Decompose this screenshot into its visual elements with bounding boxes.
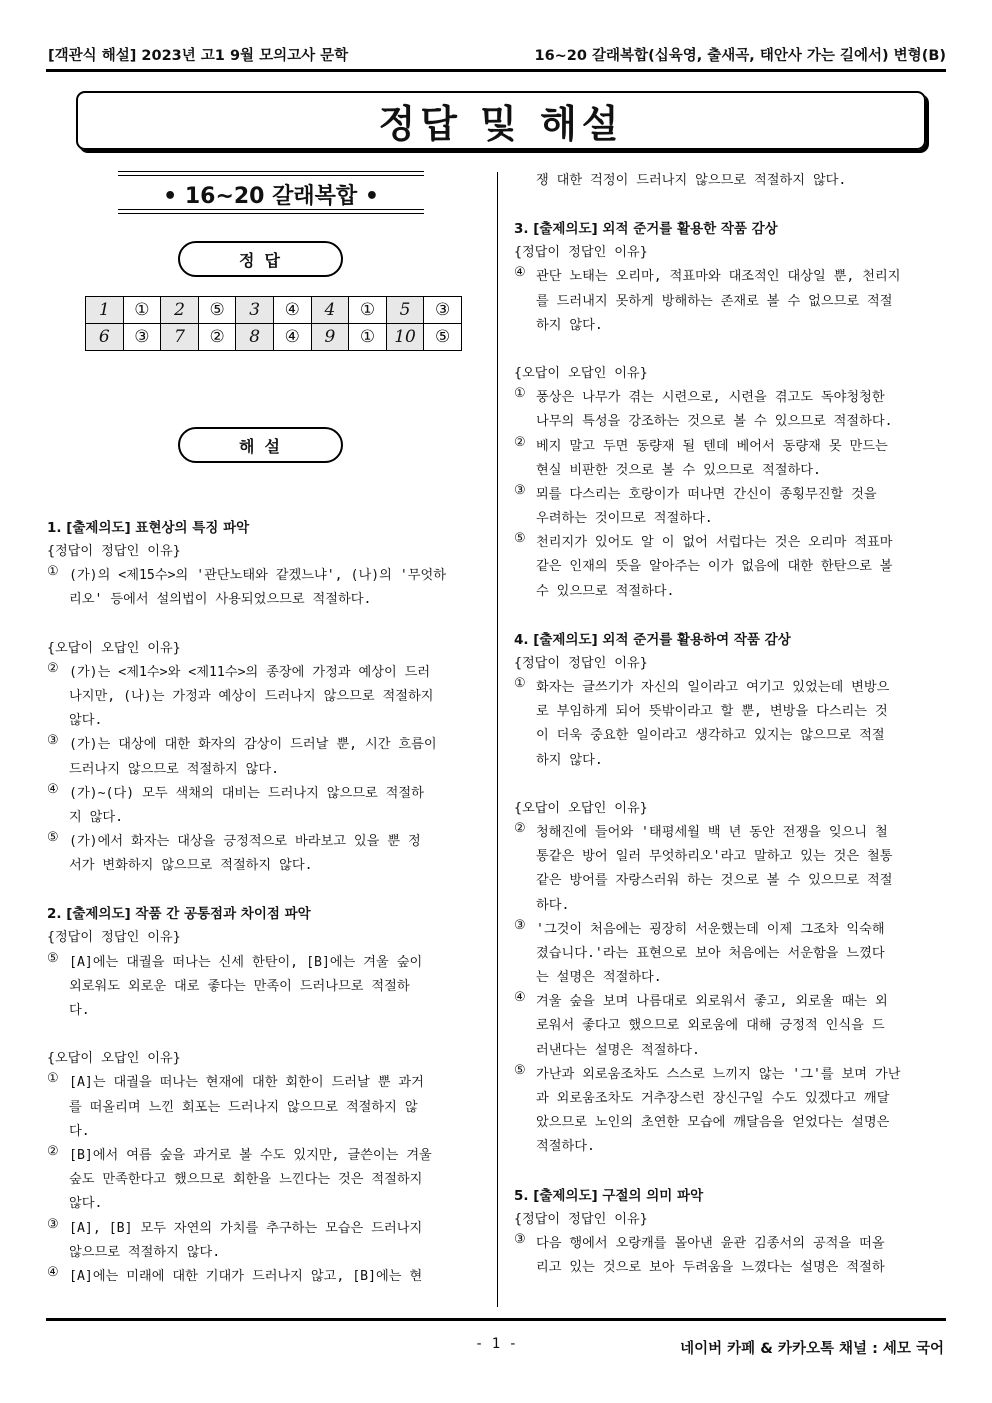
text-line: '그것이 처음에는 굉장히 서운했는데 이제 그조차 익숙해 (536, 921, 885, 937)
footer-channel: 네이버 카페 & 카카오톡 채널 : 세모 국어 (680, 1341, 944, 1357)
item-number: ⑤ (47, 830, 59, 846)
explanation-item (47, 1144, 477, 1217)
explanation-item (514, 1232, 946, 1280)
item-number: ⑤ (514, 531, 526, 547)
item-number: ③ (514, 917, 526, 933)
item-number: ③ (47, 1216, 59, 1232)
explanation-item (47, 782, 477, 830)
text-line: 서가 변화하지 않으므로 적절하지 않다. (69, 858, 313, 874)
section-title: • 16~20 갈래복합 • (163, 184, 379, 209)
text-line: 다. (69, 1123, 90, 1139)
text-line: 수 있으므로 적절하다. (536, 583, 675, 599)
question-title: 3. [출제의도] 외적 준거를 활용한 작품 감상 (514, 221, 778, 238)
item-number: ② (47, 1143, 59, 1159)
footer-rule (46, 1318, 946, 1321)
explanation-item (514, 1063, 946, 1160)
text-line: 로 부임하게 되어 뜻밖이라고 할 뿐, 변방을 다스리는 것 (536, 704, 888, 720)
item-number: ③ (47, 733, 59, 749)
answer-value: ⑤ (198, 297, 236, 324)
question-number: 10 (386, 324, 424, 351)
item-number: ② (47, 660, 59, 676)
text-line: 외로워도 외로운 대로 좋다는 만족이 드러나므로 적절하 (69, 978, 410, 994)
explanation-item (514, 483, 946, 531)
text-line: 우려하는 것이므로 적절하다. (536, 511, 713, 527)
text-line: 지 않다. (69, 809, 124, 825)
title-box (76, 91, 926, 150)
question-title: 1. [출제의도] 표현상의 특징 파악 (47, 520, 250, 536)
wrong-label: {오답이 오답인 이유} (514, 800, 648, 816)
explanation-item (514, 990, 946, 1063)
question-number: 4 (311, 297, 349, 324)
text-line: 나무의 특성을 강조하는 것으로 볼 수 있으므로 적절하다. (536, 414, 893, 430)
item-number: ④ (514, 265, 526, 281)
question-title: 2. [출제의도] 작품 간 공통점과 차이점 파악 (47, 906, 311, 923)
question-number: 6 (86, 324, 124, 351)
answer-value: ① (349, 297, 387, 324)
text-line: 로워서 좋다고 했으므로 외로움에 대해 긍정적 인식을 드 (536, 1018, 885, 1034)
text-line: 하다. (536, 897, 570, 913)
text-line: 않다. (69, 713, 103, 729)
text-line: 았으므로 노인의 초연한 모습에 깨달음을 얻었다는 설명은 (536, 1115, 890, 1131)
text-line: 같은 인재의 뜻을 알아주는 이가 없음에 대한 한탄으로 볼 (536, 559, 893, 575)
answer-value: ⑤ (424, 324, 462, 351)
item-number: ③ (514, 482, 526, 498)
answer-table (85, 296, 462, 351)
question-number: 9 (311, 324, 349, 351)
text-line: 가난과 외로움조차도 스스로 느끼지 않는 '그'를 보며 가난 (536, 1066, 901, 1082)
explanation-item (47, 564, 477, 612)
header-rule (46, 69, 946, 72)
text-line: 청해진에 들어와 '태평세월 백 년 동안 전쟁을 잊으니 철 (536, 824, 888, 840)
text-line: [A], [B] 모두 자연의 가치를 추구하는 모습은 드러나지 (69, 1220, 423, 1236)
wrong-label: {오답이 오답인 이유} (514, 365, 648, 381)
explanation-item (514, 386, 946, 434)
explanation-item (47, 1071, 477, 1144)
item-number: ④ (47, 1264, 59, 1280)
text-line: 과 외로움조차도 거추장스런 장신구일 수도 있겠다고 깨달 (536, 1091, 890, 1106)
answer-value: ② (198, 324, 236, 351)
text-line: [B]에서 여름 숲을 과거로 볼 수도 있지만, 글쓴이는 겨울 (69, 1147, 432, 1163)
answer-row (86, 324, 462, 351)
text-line: 현실 비판한 것으로 볼 수 있으므로 적절하다. (536, 462, 821, 478)
correct-label: {정답이 정답인 이유} (47, 930, 181, 946)
explanation-item (47, 830, 477, 878)
item-number: ⑤ (514, 1062, 526, 1078)
text-line: 관단 노태는 오리마, 적표마와 대조적인 대상일 뿐, 천리지 (536, 269, 901, 285)
question-number: 8 (236, 324, 274, 351)
text-line: 나지만, (나)는 가정과 예상이 드러나지 않으므로 적절하지 (69, 688, 434, 704)
explanation-item (47, 1265, 477, 1289)
correct-label: {정답이 정답인 이유} (47, 544, 181, 559)
question-number: 3 (236, 297, 274, 324)
text-line: 러낸다는 설명은 적절하다. (536, 1042, 700, 1058)
page-number: - 1 - (474, 1336, 518, 1352)
text-line: 는 설명은 적절하다. (536, 970, 662, 986)
explanation-item (514, 435, 946, 483)
question-title: 4. [출제의도] 외적 준거를 활용하여 작품 감상 (514, 631, 791, 648)
text-line: 하지 않다. (536, 317, 603, 333)
answer-value: ③ (424, 297, 462, 324)
text-line: [A]에는 대궐을 떠나는 신세 한탄이, [B]에는 겨울 숲이 (69, 954, 423, 970)
text-line: 다. (69, 1003, 90, 1018)
explanation-item (47, 951, 477, 1024)
text-line: 리고 있는 것으로 보아 두려움을 느꼈다는 설명은 적절하 (536, 1259, 885, 1275)
text-line: (가)는 대상에 대한 화자의 감상이 드러날 뿐, 시간 흐름이 (69, 737, 437, 753)
explanation-item (47, 1217, 477, 1265)
header-left: [객관식 해설] 2023년 고1 9월 모의고사 문학 (48, 48, 349, 64)
explanation-item (514, 918, 946, 991)
answer-value: ④ (273, 297, 311, 324)
text-line: (가)~(다) 모두 색채의 대비는 드러나지 않으므로 적절하 (69, 785, 424, 801)
text-line: (가)의 <제15수>의 '관단노태와 같겠느냐', (나)의 '무엇하 (69, 568, 447, 584)
explanation-pill: 해설 (178, 427, 343, 463)
text-line: 않다. (69, 1196, 103, 1212)
wrong-label: {오답이 오답인 이유} (47, 1051, 181, 1067)
question-number: 5 (386, 297, 424, 324)
item-number: ① (47, 564, 59, 580)
text-line: 다음 행에서 오랑캐를 몰아낸 윤관 김종서의 공적을 떠올 (536, 1235, 885, 1251)
answer-row (86, 297, 462, 324)
right-column (514, 169, 946, 1280)
text-line: 쟁 대한 걱정이 드러나지 않으므로 적절하지 않다. (536, 173, 847, 188)
answer-value: ④ (273, 324, 311, 351)
column-divider (497, 172, 498, 1307)
text-line: 화자는 글쓰기가 자신의 일이라고 여기고 있었는데 변방으 (536, 680, 890, 695)
item-number: ① (514, 386, 526, 402)
text-line: 적절하다. (536, 1139, 595, 1155)
explanation-item (514, 265, 946, 338)
correct-label: {정답이 정답인 이유} (514, 655, 648, 671)
text-line: 를 드러내지 못하게 방해하는 존재로 볼 수 없으므로 적절 (536, 293, 893, 309)
explanation-item (514, 821, 946, 918)
left-column (47, 516, 477, 1289)
item-number: ⑤ (47, 950, 59, 966)
page-title: 정답 및 해설 (378, 102, 624, 146)
text-line: 를 떠올리며 느낀 회포는 드러나지 않으므로 적절하지 않 (69, 1099, 418, 1115)
text-line: 통같은 방어 일러 무엇하리오'라고 말하고 있는 것은 철통 (536, 849, 893, 865)
item-number: ② (514, 820, 526, 836)
item-number: ① (514, 676, 526, 691)
text-line: 리오' 등에서 설의법이 사용되었으므로 적절하다. (69, 592, 372, 608)
text-line: 드러나지 않으므로 적절하지 않다. (69, 761, 280, 777)
header-right: 16~20 갈래복합(십육영, 출새곡, 태안사 가는 길에서) 변형(B) (534, 48, 946, 64)
item-number: ④ (47, 781, 59, 797)
text-line: 뫼를 다스리는 호랑이가 떠나면 간신이 종횡무진할 것을 (536, 486, 877, 502)
text-line: 졌습니다.'라는 표현으로 보아 처음에는 서운함을 느꼈다 (536, 945, 885, 961)
text-line: 풍상은 나무가 겪는 시련으로, 시련을 겪고도 독야청청한 (536, 390, 885, 406)
correct-label: {정답이 정답인 이유} (514, 1211, 648, 1227)
text-line: (가)에서 화자는 대상을 긍정적으로 바라보고 있을 뿐 정 (69, 834, 421, 850)
text-line: 이 더욱 중요한 일이라고 생각하고 있지는 않으므로 적절 (536, 728, 885, 744)
item-number: ④ (514, 990, 526, 1006)
item-number: ② (514, 434, 526, 450)
text-line: [A]에는 미래에 대한 기대가 드러나지 않고, [B]에는 현 (69, 1268, 423, 1284)
text-line: 숲도 만족한다고 했으므로 회한을 느낀다는 것은 적절하지 (69, 1172, 423, 1188)
text-line: (가)는 <제1수>와 <제11수>의 종장에 가정과 예상이 드러 (69, 664, 431, 680)
question-number: 2 (161, 297, 199, 324)
answer-pill: 정답 (178, 241, 343, 277)
text-line: 겨울 숲을 보며 나름대로 외로워서 좋고, 외로울 때는 외 (536, 994, 888, 1010)
item-number: ① (47, 1071, 59, 1087)
text-line: 같은 방어를 자랑스러워 하는 것으로 볼 수 있으므로 적절 (536, 873, 893, 889)
section-header (118, 171, 424, 214)
correct-label: {정답이 정답인 이유} (514, 245, 648, 261)
explanation-item (514, 531, 946, 604)
answer-value: ① (123, 297, 161, 324)
wrong-label: {오답이 오답인 이유} (47, 640, 181, 656)
item-number: ③ (514, 1231, 526, 1247)
text-line: 하지 않다. (536, 752, 603, 768)
text-line: 베지 말고 두면 동량재 될 텐데 베어서 동량재 못 만드는 (536, 438, 888, 454)
question-title: 5. [출제의도] 구절의 의미 파악 (514, 1187, 704, 1204)
answer-value: ③ (123, 324, 161, 351)
question-number: 7 (161, 324, 199, 351)
explanation-item-continued (514, 169, 946, 193)
explanation-item (47, 733, 477, 781)
explanation-item (47, 661, 477, 734)
text-line: [A]는 대궐을 떠나는 현재에 대한 회한이 드러날 뿐 과거 (69, 1075, 424, 1091)
question-number: 1 (86, 297, 124, 324)
text-line: 않으므로 적절하지 않다. (69, 1244, 221, 1260)
answer-value: ① (349, 324, 387, 351)
explanation-item (514, 676, 946, 773)
text-line: 천리지가 있어도 알 이 없어 서럽다는 것은 오리마 적표마 (536, 535, 893, 551)
